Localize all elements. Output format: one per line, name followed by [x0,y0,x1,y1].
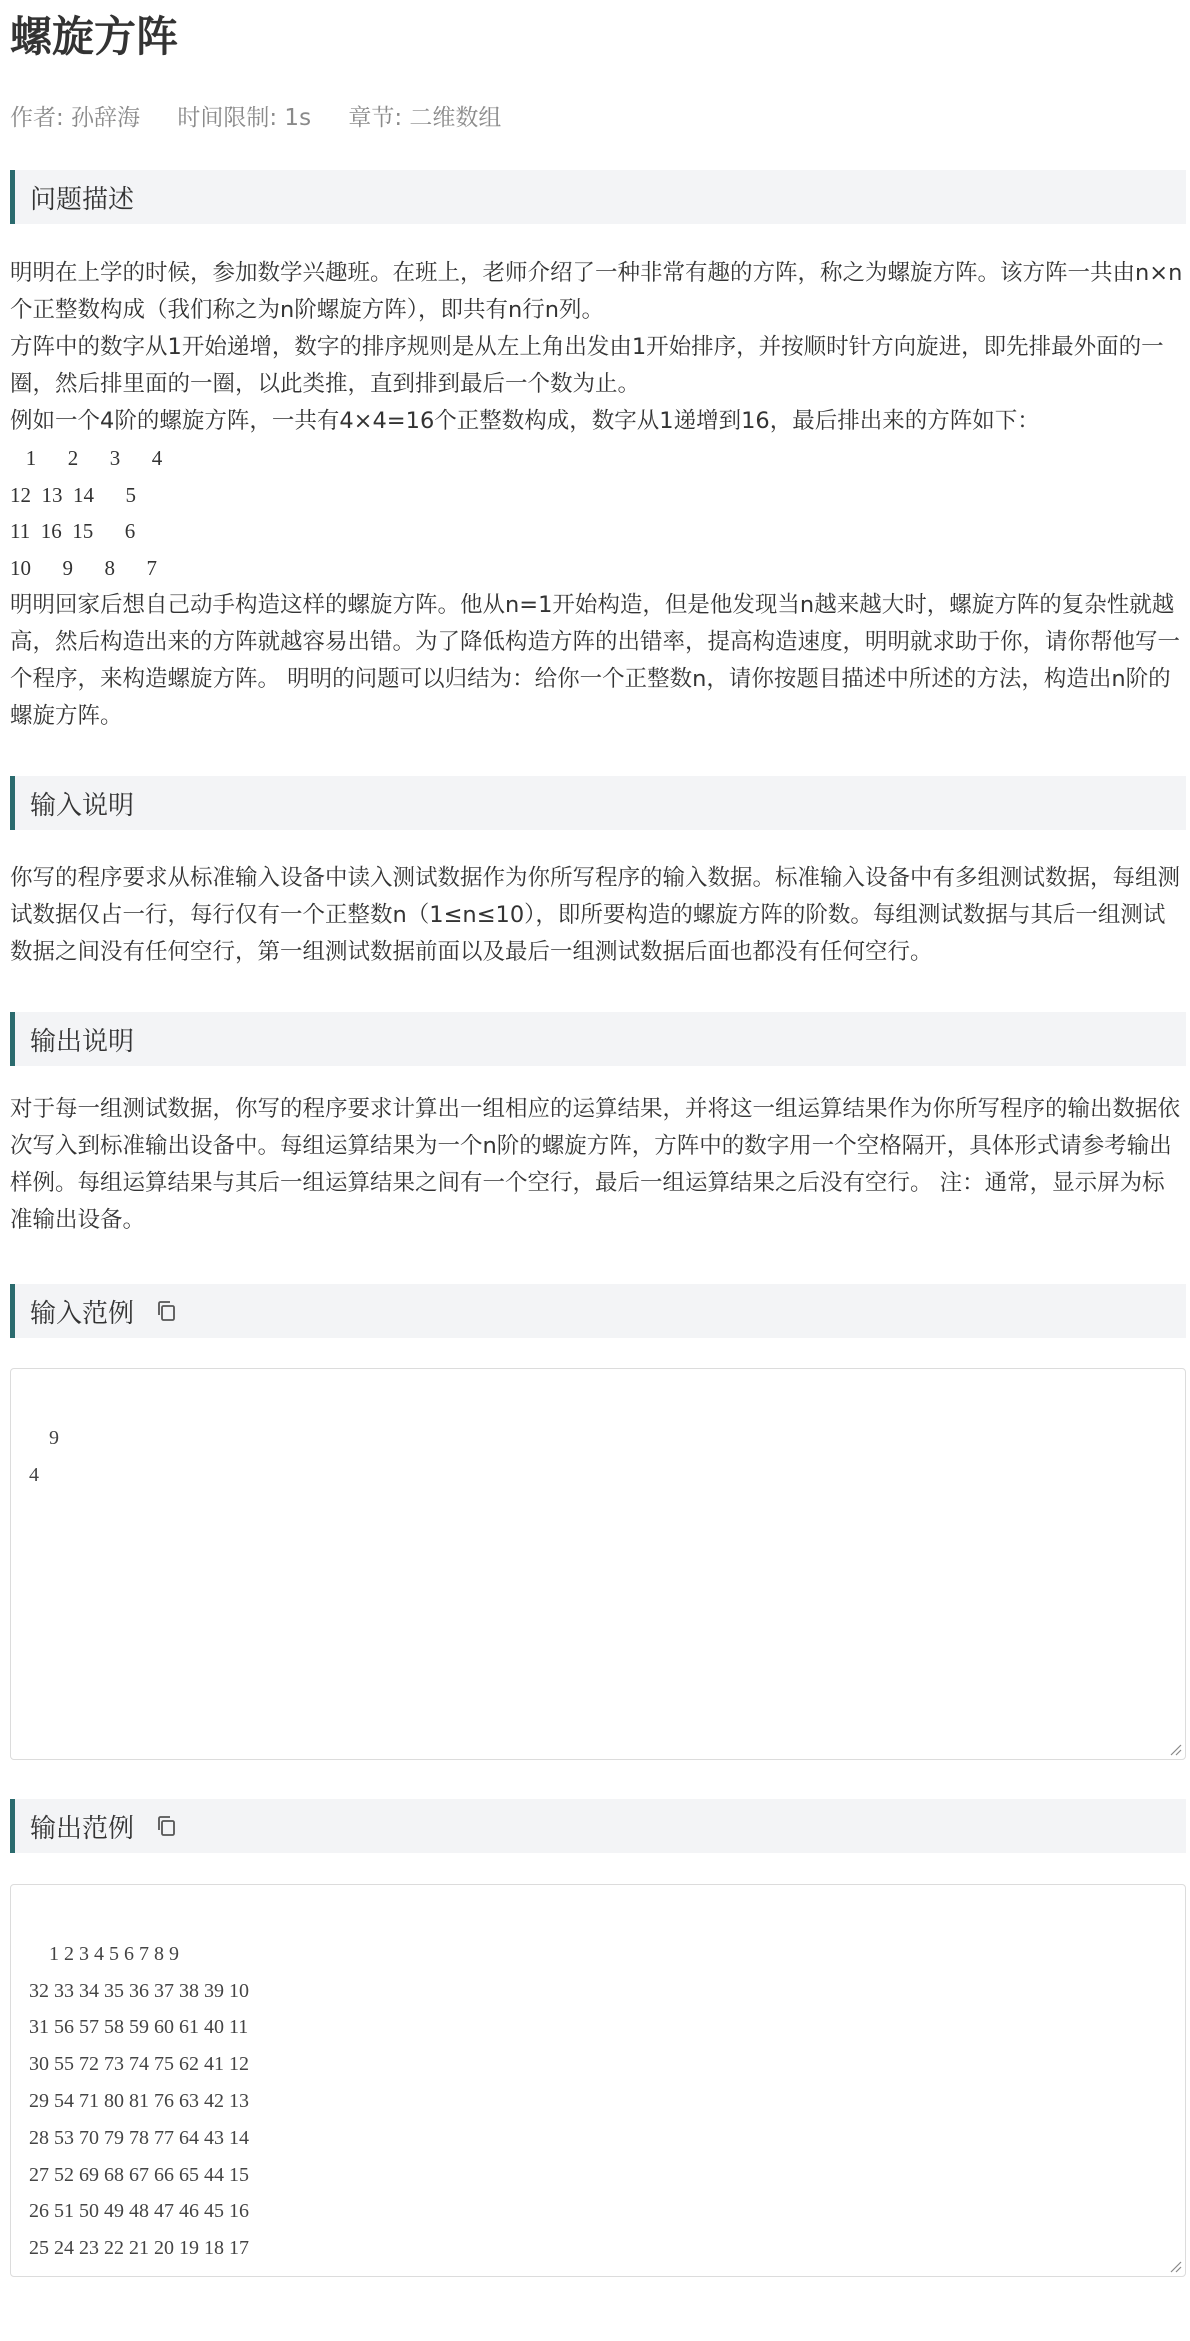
output-text: 对于每一组测试数据，你写的程序要求计算出一组相应的运算结果，并将这一组运算结果作为你所写程序的输出数据依次写入到标准输出设备中。每组运算结果为一个n阶的螺旋方阵，方阵中的数字用一个空格隔开，具体形式请参考输出样例。每组运算结果与其后一组运算结果之间有一个空行，最后一组运算结果之后没有空行。 注：通常，显示屏为标准输出设备。 [10,1096,1181,1233]
example-matrix: 1 2 3 4 12 13 14 5 11 16 15 6 10 9 8 7 [10,446,163,581]
author-label: 作者: 孙辞海 [10,105,141,131]
resize-handle-icon[interactable] [1168,2259,1182,2273]
sample-output-header-label: 输出范例 [30,1813,135,1844]
description-text: 明明在上学的时候，参加数学兴趣班。在班上，老师介绍了一种非常有趣的方阵，称之为螺旋方阵。该方阵一共由n×n个正整数构成（我们称之为n阶螺旋方阵），即共有n行n列。 方阵中的数字从1开始递增，数字的排序规则是从左上角出发由1开始排序，并按顺时针方向旋进，即先排最外面的一圈，然后排里面的一圈，以此类推，直到排到最后一个数为止。 例如一个4阶的螺旋方阵，一共有4×4=16个正整数构成，数字从1递增到16，最后排出来的方阵如下： [10,260,1183,434]
description-text-2: 明明回家后想自己动手构造这样的螺旋方阵。他从n=1开始构造，但是他发现当n越来越大时，螺旋方阵的复杂性就越高，然后构造出来的方阵就越容易出错。为了降低构造方阵的出错率，提高构造速度，明明就求助于你，请你帮他写一个程序，来构造螺旋方阵。 明明的问题可以归结为：给你一个正整数n，请你按题目描述中所述的方法，构造出n阶的螺旋方阵。 [10,592,1181,729]
resize-handle-icon[interactable] [1168,1742,1182,1756]
input-header-label: 输入说明 [30,790,135,821]
sample-input-content: 9 4 [29,1426,59,1486]
problem-meta [10,100,531,136]
copy-icon[interactable] [154,1814,178,1838]
sample-input-header [10,1284,1186,1338]
description-header-label: 问题描述 [30,184,135,215]
sample-input-box[interactable] [10,1368,1186,1760]
input-header [10,776,1186,830]
sample-output-header [10,1799,1186,1853]
output-header [10,1012,1186,1066]
page-title: 螺旋方阵 [10,12,179,61]
description-header [10,170,1186,224]
chapter-label: 章节: 二维数组 [348,105,502,131]
sample-input-header-label: 输入范例 [30,1298,135,1329]
time-limit-label: 时间限制: 1s [177,105,312,131]
input-text: 你写的程序要求从标准输入设备中读入测试数据作为你所写程序的输入数据。标准输入设备中有多组测试数据，每组测试数据仅占一行，每行仅有一个正整数n（1≤n≤10），即所要构造的螺旋方阵的阶数。每组测试数据与其后一组测试数据之间没有任何空行，第一组测试数据前面以及最后一组测试数据后面也都没有任何空行。 [10,865,1181,965]
copy-icon[interactable] [154,1299,178,1323]
sample-output-box[interactable] [10,1884,1186,2277]
output-header-label: 输出说明 [30,1026,135,1057]
sample-output-content: 1 2 3 4 5 6 7 8 9 32 33 34 35 36 37 38 39 10 31 56 57 58 59 60 61 40 11 30 55 72 73 74 75 62 41 12 29 54 71 80 81 76 63 42 13 28 53 70 79 78 77 64 43 14 27 52 69 68 67 66 65 44 15 26 51 50 49 48 47 46 45 16 25 24 23 22 21 20 19 18 17 [29,1942,249,2260]
